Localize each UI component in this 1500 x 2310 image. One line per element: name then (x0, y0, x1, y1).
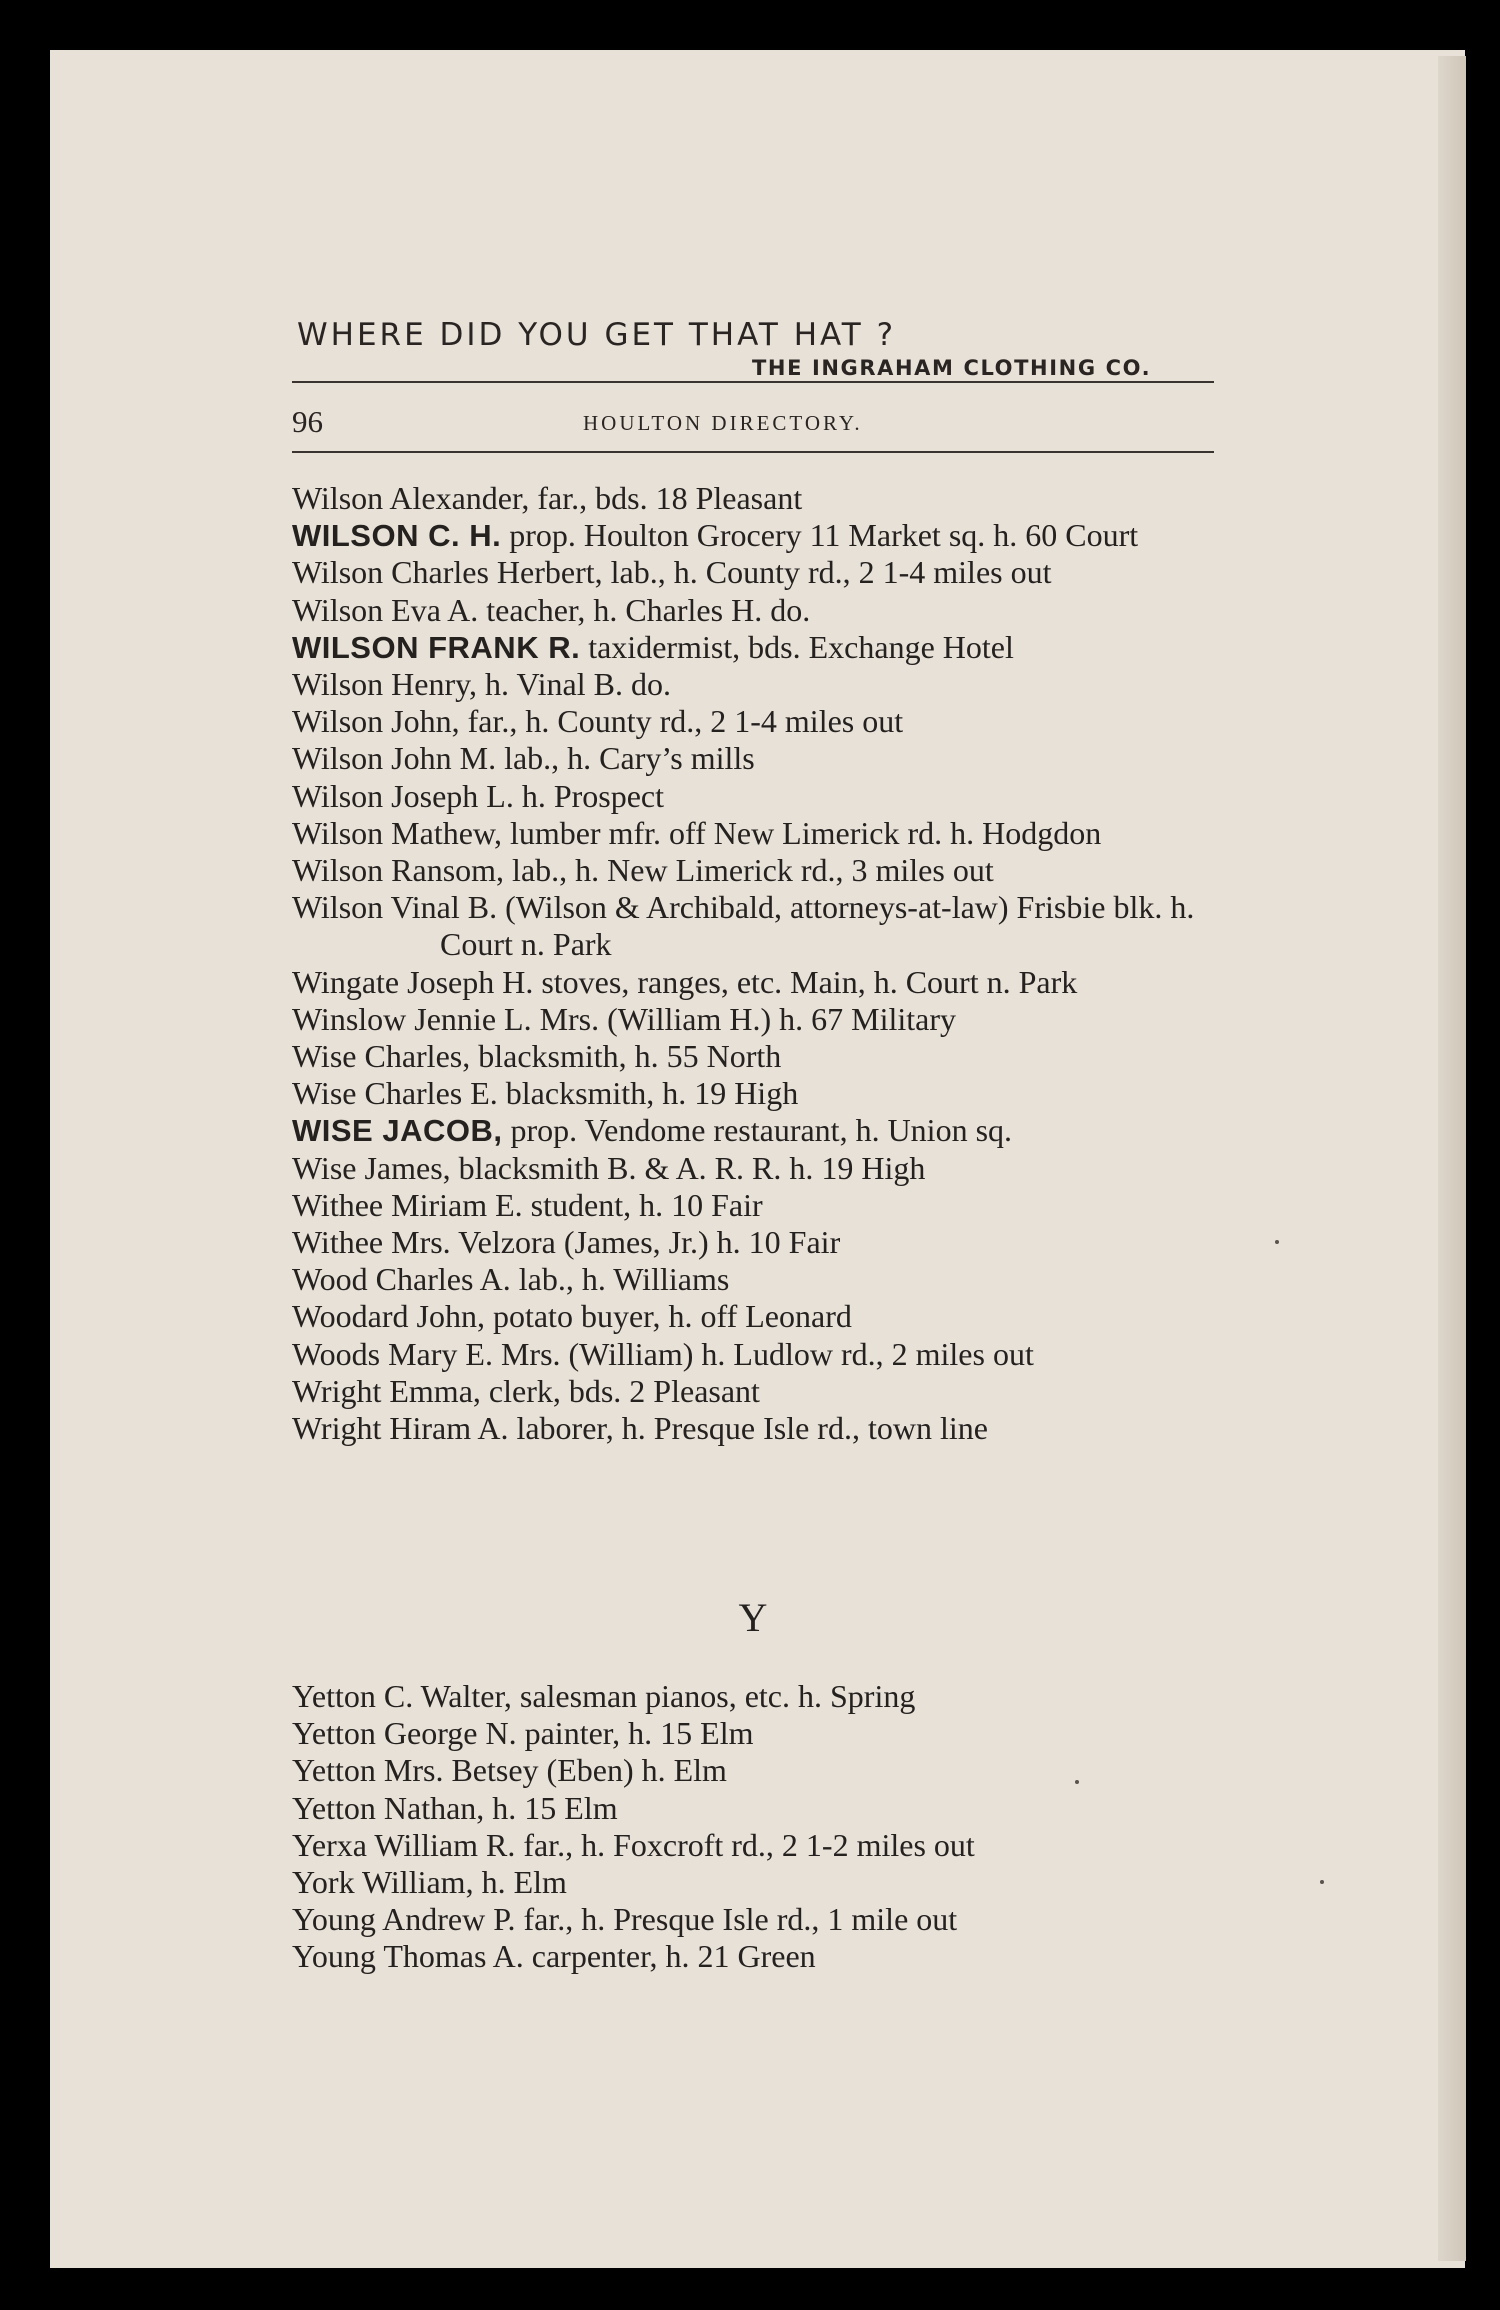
bold-name: WISE JACOB, (292, 1113, 503, 1149)
directory-entry (292, 480, 1227, 517)
paper-speck (1275, 1240, 1279, 1244)
entry-text: Wilson Henry, h. Vinal B. do. (292, 666, 671, 703)
entry-text: Wilson Joseph L. h. Prospect (292, 777, 665, 814)
entry-text: Wise James, blacksmith B. & A. R. R. h. 19 High (292, 1149, 926, 1186)
directory-entry (292, 1678, 1227, 1715)
directory-entry (292, 1901, 1227, 1938)
directory-entry (292, 703, 1227, 740)
entry-text: Wilson Alexander, far., bds. 18 Pleasant (292, 480, 803, 516)
entry-text: Yetton George N. painter, h. 15 Elm (292, 1715, 754, 1752)
directory-entry (292, 1038, 1227, 1075)
directory-entry (292, 1715, 1227, 1752)
entry-text: prop. Houlton Grocery 11 Market sq. h. 60 Court (501, 517, 1139, 554)
directory-entry (292, 1827, 1227, 1864)
entry-text: Withee Mrs. Velzora (James, Jr.) h. 10 Fair (292, 1224, 841, 1261)
entry-text: Wingate Joseph H. stoves, ranges, etc. Main, h. Court n. Park (292, 963, 1078, 1000)
directory-entry (292, 1112, 1227, 1149)
directory-entry (292, 964, 1227, 1001)
advertisement-company: THE INGRAHAM CLOTHING CO. (752, 356, 1152, 380)
directory-entry (292, 1938, 1227, 1975)
entry-text: Wilson Ransom, lab., h. New Limerick rd., 3 miles out (292, 852, 994, 889)
directory-entries-w (292, 480, 1227, 1447)
entry-text: Wilson Eva A. teacher, h. Charles H. do. (292, 591, 811, 628)
entry-text: Yetton C. Walter, salesman pianos, etc. h. Spring (292, 1678, 916, 1714)
page-number: 96 (292, 404, 323, 439)
entry-text: Wilson John M. lab., h. Cary’s mills (292, 740, 755, 777)
entry-text: Young Thomas A. carpenter, h. 21 Green (292, 1938, 816, 1975)
directory-entry (292, 1001, 1227, 1038)
directory-entry (292, 1790, 1227, 1827)
directory-entry (292, 1298, 1227, 1335)
entry-text: Wilson Vinal B. (Wilson & Archibald, attorneys-at-law) Frisbie blk. h. Court n. Park (292, 889, 1195, 963)
entry-text: taxidermist, bds. Exchange Hotel (580, 628, 1014, 665)
directory-entry (292, 815, 1227, 852)
directory-entry (292, 1410, 1227, 1447)
directory-entries-y (292, 1678, 1227, 1976)
entry-text: prop. Vendome restaurant, h. Union sq. (502, 1112, 1013, 1149)
entry-text: Young Andrew P. far., h. Presque Isle rd., 1 mile out (292, 1901, 958, 1938)
paper-speck (1075, 1780, 1079, 1784)
directory-entry (292, 1752, 1227, 1789)
directory-entry (292, 1864, 1227, 1901)
directory-entry (292, 1187, 1227, 1224)
paper-speck (1320, 1880, 1324, 1884)
directory-entry (292, 1150, 1227, 1187)
entry-text: Woodard John, potato buyer, h. off Leonard (292, 1298, 852, 1335)
directory-entry (292, 554, 1227, 591)
directory-entry (292, 1261, 1227, 1298)
directory-entry (292, 592, 1227, 629)
header-rule-top (292, 381, 1214, 383)
entry-text: Wilson Mathew, lumber mfr. off New Limerick rd. h. Hodgdon (292, 814, 1102, 851)
entry-text: Withee Miriam E. student, h. 10 Fair (292, 1186, 763, 1223)
entry-text: Yerxa William R. far., h. Foxcroft rd., 2 1-2 miles out (292, 1826, 975, 1863)
directory-entry (292, 666, 1227, 703)
entry-text: Winslow Jennie L. Mrs. (William H.) h. 67 Military (292, 1000, 956, 1037)
bold-name: WILSON C. H. (292, 518, 502, 554)
entry-text: Wilson John, far., h. County rd., 2 1-4 miles out (292, 703, 904, 740)
entry-text: Yetton Nathan, h. 15 Elm (292, 1789, 618, 1826)
section-letter-y: Y (738, 1595, 768, 1640)
entry-text: Woods Mary E. Mrs. (William) h. Ludlow rd., 2 miles out (292, 1335, 1034, 1372)
running-title: HOULTON DIRECTORY. (583, 411, 863, 435)
entry-text: Wise Charles, blacksmith, h. 55 North (292, 1038, 782, 1075)
page-edge (1438, 56, 1466, 2261)
directory-entry (292, 517, 1227, 554)
entry-text: Yetton Mrs. Betsey (Eben) h. Elm (292, 1752, 727, 1789)
directory-entry (292, 740, 1227, 777)
entry-text: York William, h. Elm (292, 1864, 567, 1901)
directory-entry (292, 778, 1227, 815)
entry-text: Wise Charles E. blacksmith, h. 19 High (292, 1075, 799, 1112)
bold-name: WILSON FRANK R. (292, 629, 581, 665)
header-rule-bottom (292, 451, 1214, 453)
directory-entry (292, 1224, 1227, 1261)
entry-text: Wright Emma, clerk, bds. 2 Pleasant (292, 1372, 760, 1409)
directory-entry (292, 1075, 1227, 1112)
directory-entry (292, 852, 1227, 889)
entry-text: Wilson Charles Herbert, lab., h. County rd., 2 1-4 miles out (292, 554, 1052, 591)
directory-entry (292, 1336, 1227, 1373)
entry-text: Wood Charles A. lab., h. Williams (292, 1261, 730, 1298)
directory-entry (292, 629, 1227, 666)
entry-text: Wright Hiram A. laborer, h. Presque Isle rd., town line (292, 1410, 988, 1447)
directory-entry (292, 1373, 1227, 1410)
advertisement-line: WHERE DID YOU GET THAT HAT ? (297, 317, 897, 353)
directory-entry (292, 889, 1227, 963)
